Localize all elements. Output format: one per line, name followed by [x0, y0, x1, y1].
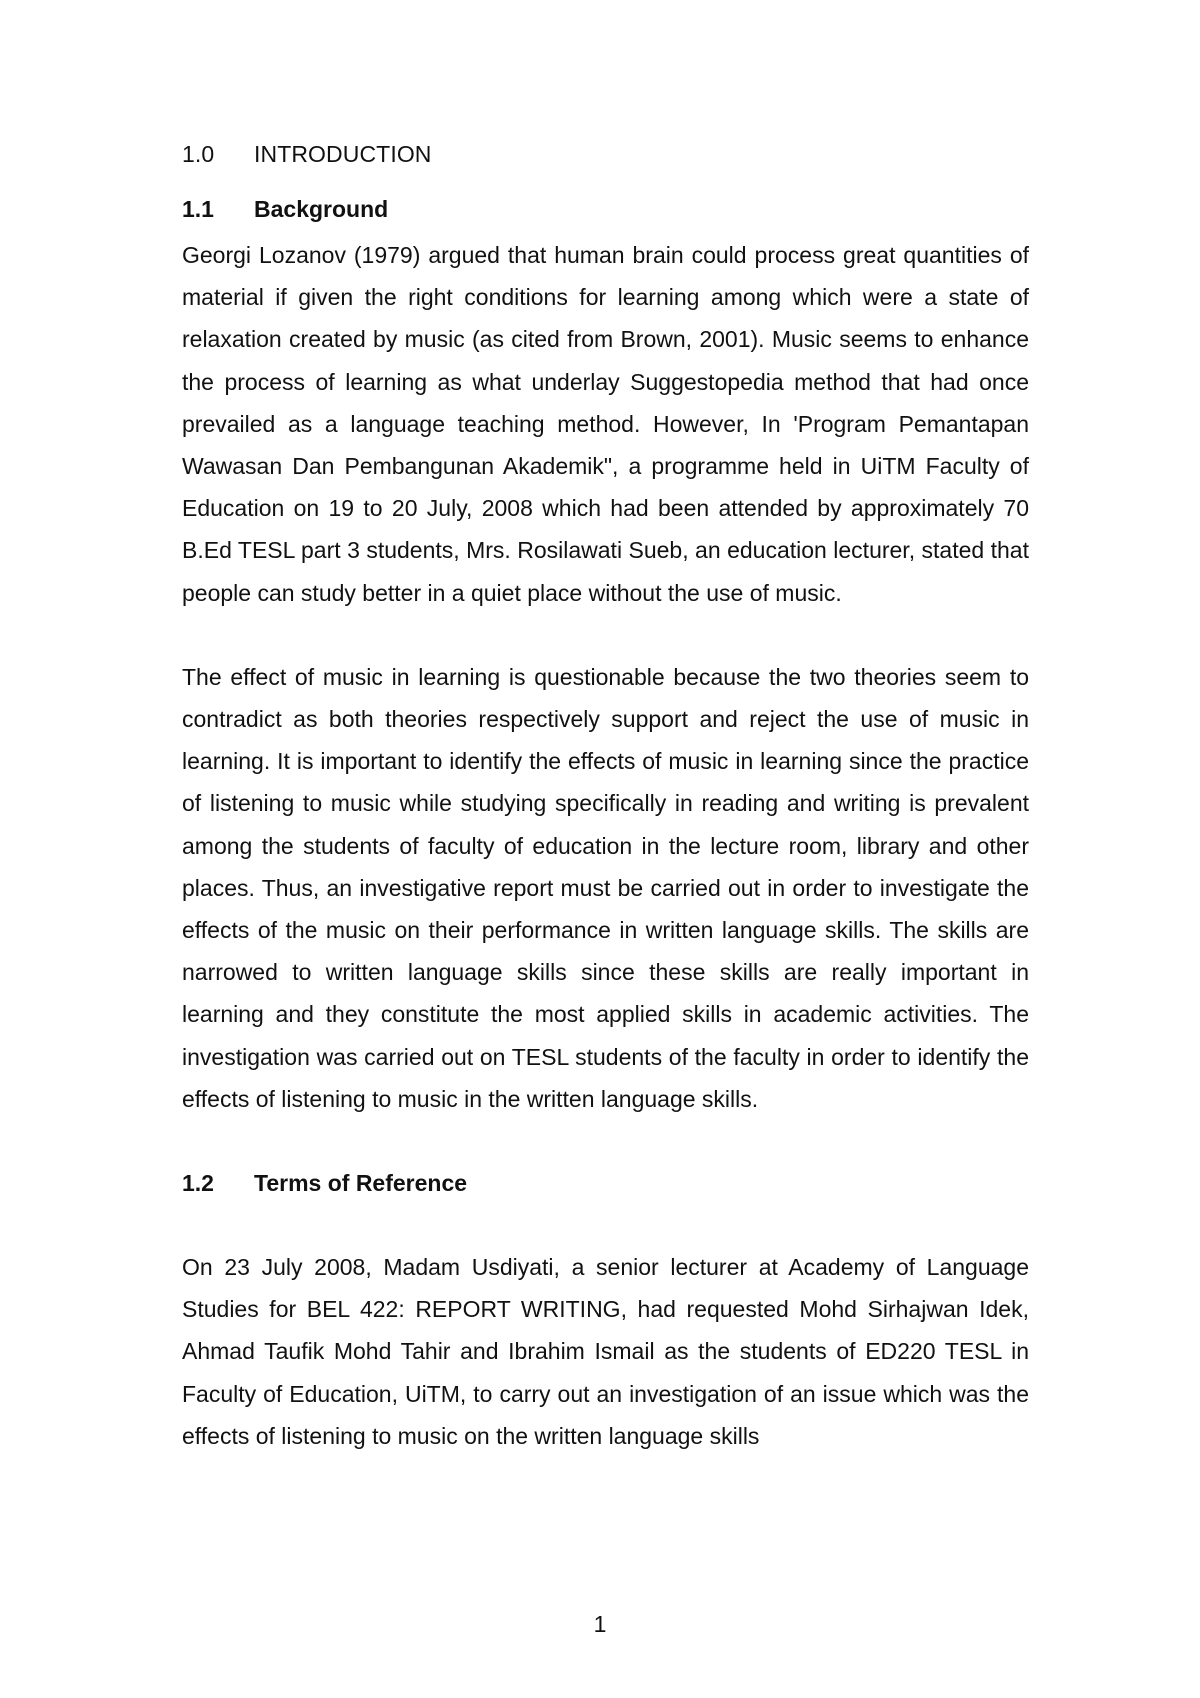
section-heading-introduction: [182, 140, 1029, 168]
section-number: 1.2: [182, 1170, 214, 1197]
page-content: [182, 140, 1029, 1457]
section-heading-background: [182, 195, 1029, 223]
paragraph-terms-of-reference: On 23 July 2008, Madam Usdiyati, a senior lecturer at Academy of Language Studies for BEL 422: REPORT WRITING, had requested Mohd Sirhajwan Idek, Ahmad Taufik Mohd Tahir and Ibrahim Ismail as the students of ED220 TESL in Faculty of Education, UiTM, to carry out an investigation of an issue which was the effects of listening to music on the written language skills: [182, 1254, 1029, 1449]
section-title: INTRODUCTION: [254, 141, 432, 167]
paragraph-background-2: The effect of music in learning is questionable because the two theories seem to contradict as both theories respectively support and reject the use of music in learning. It is important to identify the effects of music in learning since the practice of listening to music while studying specifically in reading and writing is prevalent among the students of faculty of education in the lecture room, library and other places. Thus, an investigative report must be carried out in order to investigate the effects of the music on their performance in written language skills. The skills are narrowed to written language skills since these skills are really important in learning and they constitute the most applied skills in academic activities. The investigation was carried out on TESL students of the faculty in order to identify the effects of listening to music in the written language skills.: [182, 663, 1029, 1112]
section-title: Background: [254, 196, 389, 222]
paragraph-background-1: Georgi Lozanov (1979) argued that human brain could process great quantities of material if given the right conditions for learning among which were a state of relaxation created by music (as cited from Brown, 2001). Music seems to enhance the process of learning as what underlay Suggestopedia method that had once prevailed as a language teaching method. However, In 'Program Pemantapan Wawasan Dan Pembangunan Akademik", a programme held in UiTM Faculty of Education on 19 to 20 July, 2008 which had been attended by approximately 70 B.Ed TESL part 3 students, Mrs. Rosilawati Sueb, an education lecturer, stated that people can study better in a quiet place without the use of music.: [182, 242, 1029, 606]
section-title: Terms of Reference: [254, 1170, 468, 1197]
page-number: 1: [593, 1611, 607, 1637]
section-heading-terms-of-reference: [182, 1169, 1029, 1197]
section-number: 1.0: [182, 141, 215, 167]
section-number: 1.1: [182, 196, 214, 222]
